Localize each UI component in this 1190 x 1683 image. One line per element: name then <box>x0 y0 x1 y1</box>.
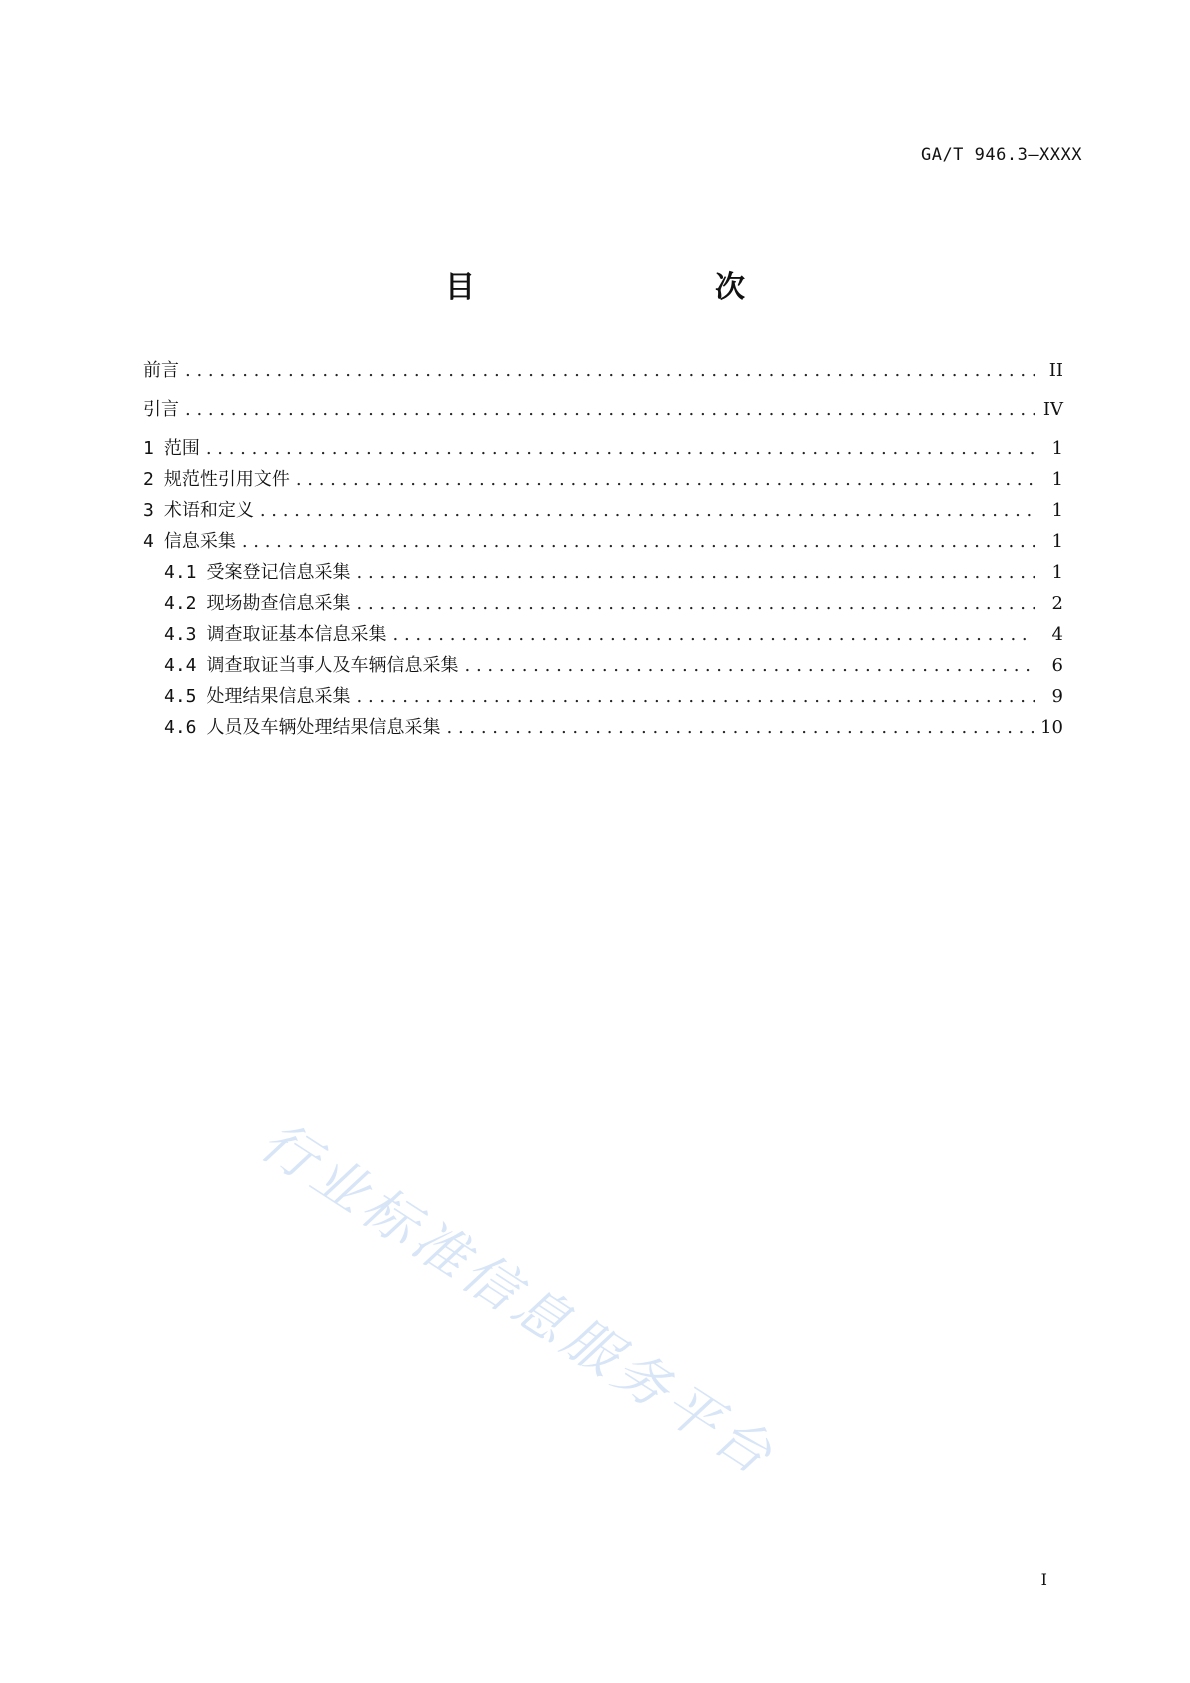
toc-entry-number: 4 <box>143 531 154 552</box>
toc-entry-number: 3 <box>143 500 154 521</box>
table-of-contents <box>143 355 1063 743</box>
toc-entry-page: 1 <box>1051 469 1063 490</box>
toc-entry-number: 4.3 <box>164 624 197 645</box>
toc-entry-page: 9 <box>1051 686 1063 707</box>
toc-entry-label: 人员及车辆处理结果信息采集 <box>206 717 441 738</box>
toc-entry-label: 现场勘查信息采集 <box>206 593 351 614</box>
toc-entry-label: 术语和定义 <box>163 500 254 521</box>
toc-leader-dots <box>465 650 1035 681</box>
toc-entry-normative-references[interactable] <box>143 464 1063 495</box>
toc-entry-number: 2 <box>143 469 154 490</box>
toc-entry-number: 4.4 <box>164 655 197 676</box>
toc-entry-label: 调查取证当事人及车辆信息采集 <box>206 655 459 676</box>
toc-entry-4-1[interactable] <box>143 557 1063 588</box>
toc-entry-page: 1 <box>1051 562 1063 583</box>
toc-entry-page: 10 <box>1040 717 1063 738</box>
toc-entry-page: 2 <box>1051 593 1063 614</box>
toc-entry-4-5[interactable] <box>143 681 1063 712</box>
toc-entry-label: 处理结果信息采集 <box>206 686 351 707</box>
toc-leader-dots <box>357 557 1035 588</box>
toc-entry-4-3[interactable] <box>143 619 1063 650</box>
toc-entry-page: 6 <box>1051 655 1063 676</box>
toc-entry-label: 引言 <box>143 399 179 420</box>
toc-entry-page: II <box>1048 360 1063 381</box>
toc-title: 目 次 <box>445 270 805 305</box>
toc-entry-4-6[interactable] <box>143 712 1063 743</box>
toc-entry-page: 1 <box>1051 531 1063 552</box>
toc-entry-4-2[interactable] <box>143 588 1063 619</box>
toc-entry-label: 前言 <box>143 360 179 381</box>
toc-entry-scope[interactable] <box>143 433 1063 464</box>
toc-entry-number: 4.6 <box>164 717 197 738</box>
watermark: 行业标准信息服务平台 <box>249 1109 788 1489</box>
toc-leader-dots <box>357 588 1035 619</box>
toc-leader-dots <box>206 433 1035 464</box>
toc-leader-dots <box>185 355 1035 386</box>
toc-leader-dots <box>242 526 1035 557</box>
toc-leader-dots <box>357 681 1035 712</box>
toc-leader-dots <box>260 495 1035 526</box>
toc-entry-introduction[interactable] <box>143 394 1063 425</box>
toc-entry-number: 4.5 <box>164 686 197 707</box>
toc-entry-information-collection[interactable] <box>143 526 1063 557</box>
toc-entry-page: 1 <box>1051 500 1063 521</box>
toc-entry-foreword[interactable] <box>143 355 1063 386</box>
toc-entry-page: 1 <box>1051 438 1063 459</box>
toc-leader-dots <box>447 712 1035 743</box>
toc-entry-label: 受案登记信息采集 <box>206 562 351 583</box>
toc-entry-page: IV <box>1042 399 1063 420</box>
toc-entry-label: 调查取证基本信息采集 <box>206 624 387 645</box>
toc-entry-number: 4.2 <box>164 593 197 614</box>
toc-leader-dots <box>393 619 1035 650</box>
toc-entry-number: 1 <box>143 438 154 459</box>
toc-entry-page: 4 <box>1051 624 1063 645</box>
toc-leader-dots <box>185 394 1035 425</box>
toc-entry-terms-definitions[interactable] <box>143 495 1063 526</box>
toc-leader-dots <box>296 464 1035 495</box>
toc-entry-label: 规范性引用文件 <box>163 469 290 490</box>
toc-entry-4-4[interactable] <box>143 650 1063 681</box>
toc-entry-label: 范围 <box>163 438 200 459</box>
page-number: I <box>1040 1570 1047 1589</box>
toc-entry-label: 信息采集 <box>163 531 236 552</box>
toc-entry-number: 4.1 <box>164 562 197 583</box>
document-code: GA/T 946.3—XXXX <box>920 145 1082 165</box>
